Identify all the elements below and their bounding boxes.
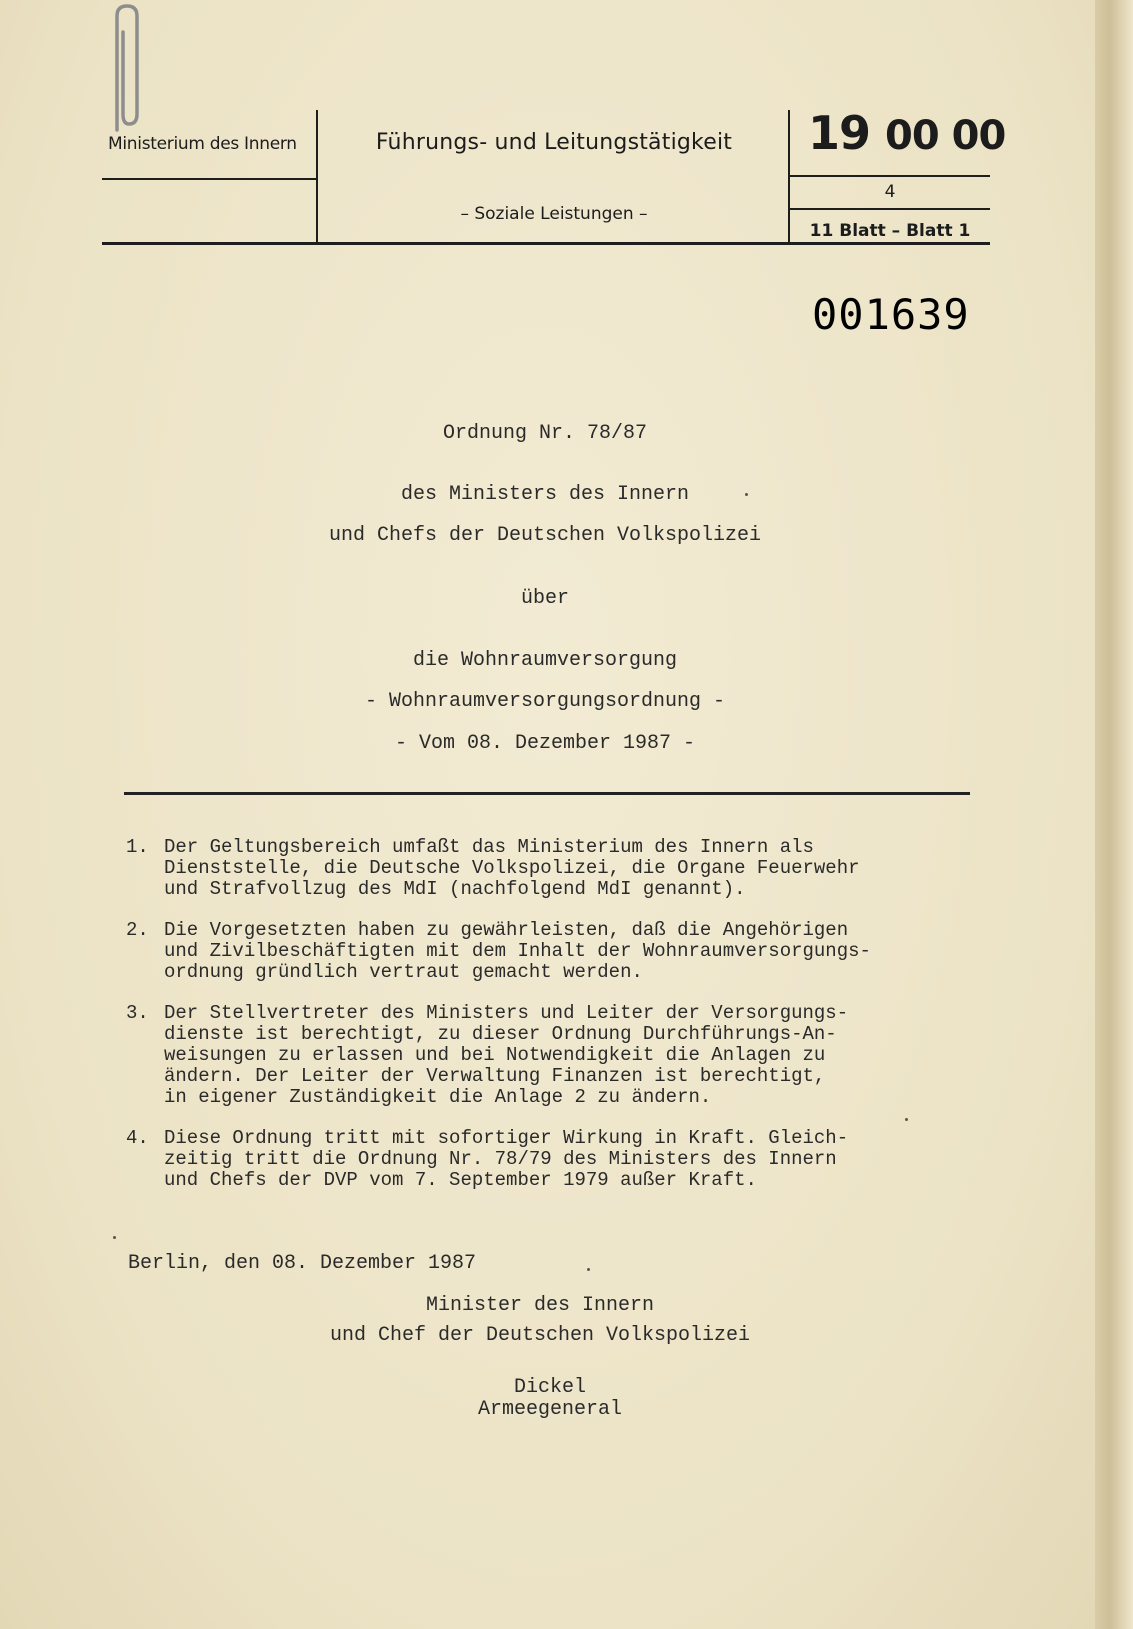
classification-code-sub: 00 00 (885, 113, 1006, 159)
ministry-label: Ministerium des Innern (108, 134, 297, 154)
signature-rank: Armeegeneral (477, 1398, 623, 1421)
place-date: Berlin, den 08. Dezember 1987 (128, 1252, 477, 1275)
header-divider-1 (316, 110, 318, 244)
heading-issuer-2: und Chefs der Deutschen Volkspolizei (328, 524, 762, 547)
list-item-number: 1. (126, 836, 149, 858)
classification-subnumber: 4 (884, 182, 896, 202)
list-item-text: Diese Ordnung tritt mit sofortiger Wirkung in Kraft. Gleich- zeitig tritt die Ordnung Nr. 78/79 des Ministers des Innern und Chefs der DVP vom 7. September 1979 außer Kraft. (164, 1127, 849, 1191)
list-item-text: Die Vorgesetzten haben zu gewährleisten, daß die Angehörigen und Zivilbeschäftigten mit dem Inhalt der Wohnraumversorgungs- ordnung gründlich vertraut gemacht werden. (164, 919, 871, 983)
list-item-text: Der Geltungsbereich umfaßt das Ministerium des Innern als Dienststelle, die Deutsche Volkspolizei, die Organe Feuerwehr und Strafvollzug des MdI (nachfolgend MdI genannt). (164, 836, 860, 900)
form-subtitle: – Soziale Leistungen – (460, 204, 648, 224)
paper-speck (745, 493, 748, 496)
header-top-left-rule (102, 178, 316, 180)
form-title: Führungs- und Leitungstätigkeit (375, 130, 733, 155)
signature-name: Dickel (513, 1376, 586, 1399)
header-code-rule-2 (790, 208, 990, 210)
list-item (126, 920, 986, 983)
heading-date: - Vom 08. Dezember 1987 - (394, 732, 696, 755)
page-edge (1095, 0, 1133, 1629)
sheet-count: 11 Blatt – Blatt 1 (809, 221, 971, 241)
paper-speck (905, 1118, 908, 1121)
paper-speck (113, 1236, 116, 1239)
heading-subject: die Wohnraumversorgung (412, 649, 678, 672)
heading-about: über (520, 587, 569, 610)
classification-code-main: 19 (808, 106, 871, 160)
heading-short-title: - Wohnraumversorgungsordnung - (364, 690, 726, 713)
paperclip-icon (103, 2, 149, 134)
header-divider-2 (788, 110, 790, 244)
signature-title-1: Minister des Innern (425, 1294, 655, 1317)
classification-code (808, 106, 1005, 160)
header-bottom-rule (102, 242, 990, 245)
list-item (126, 1003, 986, 1108)
list-item-text: Der Stellvertreter des Ministers und Leiter der Versorgungs- dienste ist berechtigt, zu dieser Ordnung Durchführungs-An- weisungen zu erlassen und bei Notwendigkeit die Anlagen zu ändern. Der Leiter der Verwaltung Finanzen ist berechtigt, in eigener Zuständigkeit die Anlage 2 zu ändern. (164, 1002, 849, 1108)
list-item (126, 837, 986, 900)
header-code-rule-1 (790, 175, 990, 177)
heading-issuer-1: des Ministers des Innern (400, 483, 690, 506)
heading-divider (124, 792, 970, 795)
paper-speck (587, 1268, 590, 1271)
heading-order-number: Ordnung Nr. 78/87 (442, 422, 648, 445)
list-item-number: 3. (126, 1002, 149, 1024)
list-item-number: 2. (126, 919, 149, 941)
document-number: 001639 (812, 290, 970, 339)
list-item (126, 1128, 986, 1191)
list-item-number: 4. (126, 1127, 149, 1149)
signature-title-2: und Chef der Deutschen Volkspolizei (329, 1324, 751, 1347)
